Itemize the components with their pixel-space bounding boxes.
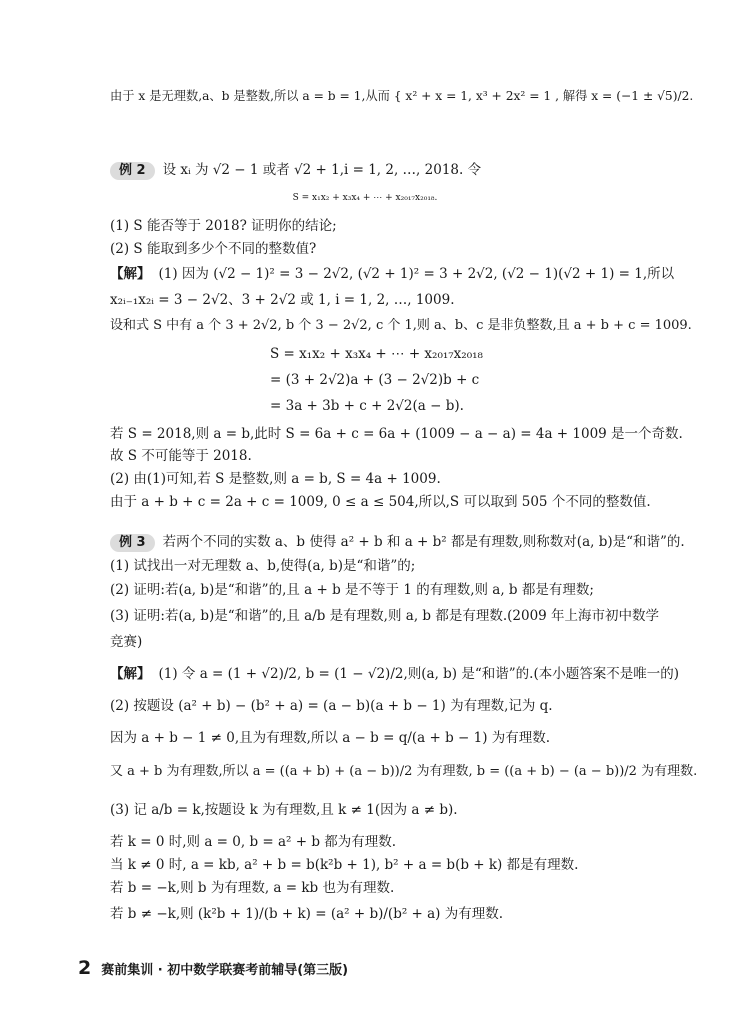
text-line: (1) 因为 (√2 − 1)² = 3 − 2√2, (√2 + 1)² = 3 + 2√2, (√2 − 1)(√2 + 1) = 1,所以: [158, 266, 675, 282]
text-line: (1) 试找出一对无理数 a、b,使得(a, b)是“和谐”的;: [110, 558, 416, 574]
text-line: (1) S 能否等于 2018? 证明你的结论;: [110, 218, 337, 234]
example-2-intro: [110, 160, 481, 180]
display-equation: S = x₁x₂ + x₃x₄ + ⋯ + x₂₀₁₇x₂₀₁₈.: [292, 193, 438, 203]
text-line: 因为 a + b − 1 ≠ 0,且为有理数,所以 a − b = q/(a + b − 1) 为有理数.: [110, 730, 551, 746]
text-line: 故 S 不可能等于 2018.: [110, 448, 252, 464]
page-footer: [78, 957, 348, 979]
solution-line: [110, 664, 679, 684]
example-3-intro: [110, 532, 685, 552]
text-line: (2) 由(1)可知,若 S 是整数,则 a = b, S = 4a + 1009.: [110, 471, 441, 487]
example-tag: 例 2: [110, 162, 155, 180]
solution-tag: 【解】: [110, 266, 151, 282]
text-line: 若 S = 2018,则 a = b,此时 S = 6a + c = 6a + (1009 − a − a) = 4a + 1009 是一个奇数.: [110, 426, 683, 442]
text-line: (3) 证明:若(a, b)是“和谐”的,且 a/b 是有理数,则 a, b 都是有理数.(2009 年上海市初中数学: [110, 608, 660, 624]
display-equation: = 3a + 3b + c + 2√2(a − b).: [270, 398, 464, 414]
text-line: 竞赛): [110, 634, 143, 650]
text-line: 设 xᵢ 为 √2 − 1 或者 √2 + 1,i = 1, 2, …, 2018. 令: [162, 162, 482, 178]
text-line: 若 k = 0 时,则 a = 0, b = a² + b 都为有理数.: [110, 834, 397, 850]
display-equation: = (3 + 2√2)a + (3 − 2√2)b + c: [270, 372, 480, 388]
text-line: 又 a + b 为有理数,所以 a = ((a + b) + (a − b))/2 为有理数, b = ((a + b) − (a − b))/2 为有理数.: [110, 764, 698, 779]
text-line: 若两个不同的实数 a、b 使得 a² + b 和 a + b² 都是有理数,则称数对(a, b)是“和谐”的.: [162, 534, 685, 550]
text-line: x₂ᵢ₋₁x₂ᵢ = 3 − 2√2、3 + 2√2 或 1, i = 1, 2, …, 1009.: [110, 292, 455, 308]
text-line: 若 b ≠ −k,则 (k²b + 1)/(b + k) = (a² + b)/(b² + a) 为有理数.: [110, 906, 504, 922]
solution-tag: 【解】: [110, 666, 151, 682]
display-equation: S = x₁x₂ + x₃x₄ + ⋯ + x₂₀₁₇x₂₀₁₈: [270, 346, 483, 362]
text-line: 若 b = −k,则 b 为有理数, a = kb 也为有理数.: [110, 880, 395, 896]
text-line: 由于 a + b + c = 2a + c = 1009, 0 ≤ a ≤ 504,所以,S 可以取到 505 个不同的整数值.: [110, 494, 651, 510]
text-line: 当 k ≠ 0 时, a = kb, a² + b = b(k²b + 1), b² + a = b(b + k) 都是有理数.: [110, 857, 579, 873]
text-line: (2) 证明:若(a, b)是“和谐”的,且 a + b 是不等于 1 的有理数,则 a, b 都是有理数;: [110, 582, 594, 598]
text-line: (3) 记 a/b = k,按题设 k 为有理数,且 k ≠ 1(因为 a ≠ b).: [110, 802, 458, 818]
text-line: 设和式 S 中有 a 个 3 + 2√2, b 个 3 − 2√2, c 个 1,则 a、b、c 是非负整数,且 a + b + c = 1009.: [110, 318, 692, 333]
text-line: (2) S 能取到多少个不同的整数值?: [110, 241, 317, 257]
text-line: (2) 按题设 (a² + b) − (b² + a) = (a − b)(a + b − 1) 为有理数,记为 q.: [110, 698, 553, 714]
page-number: 2: [78, 957, 92, 979]
text-line: 由于 x 是无理数,a、b 是整数,所以 a = b = 1,从而 { x² + x = 1, x³ + 2x² = 1 , 解得 x = (−1 ± √5)/2.: [110, 89, 694, 103]
book-title: 赛前集训 · 初中数学联赛考前辅导(第三版): [101, 963, 349, 978]
solution-line: [110, 264, 674, 284]
example-tag: 例 3: [110, 534, 155, 552]
text-line: (1) 令 a = (1 + √2)/2, b = (1 − √2)/2,则(a, b) 是“和谐”的.(本小题答案不是唯一的): [158, 666, 679, 682]
